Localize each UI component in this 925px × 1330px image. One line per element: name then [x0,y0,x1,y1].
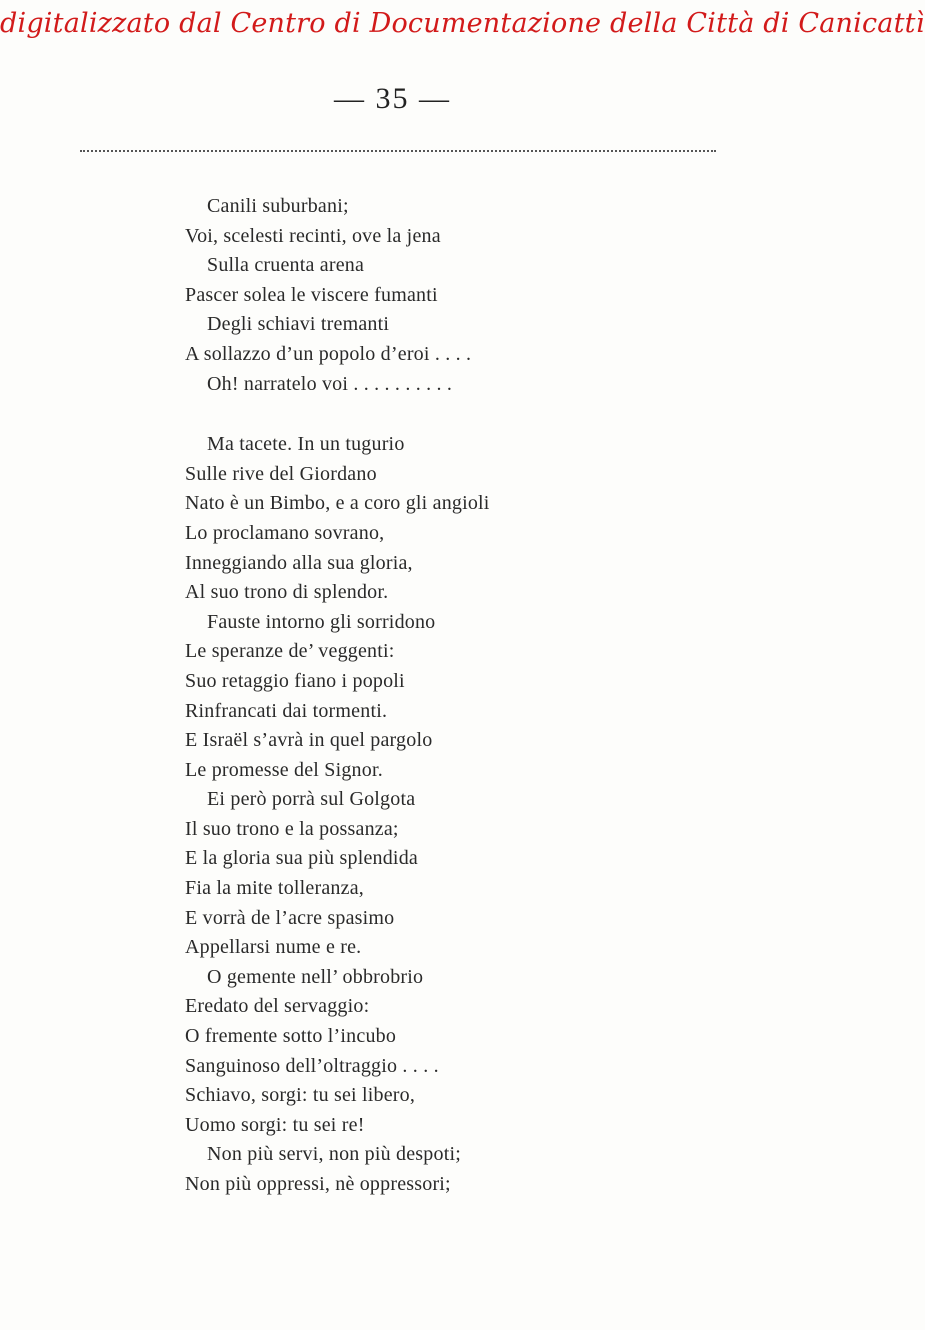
poem-line: Uomo sorgi: tu sei re! [185,1113,365,1136]
poem-line: E la gloria sua più splendida [185,847,418,870]
poem-line: Nato è un Bimbo, e a coro gli angioli [185,492,490,515]
poem-line: Degli schiavi tremanti [207,313,390,336]
poem-line: Ma tacete. In un tugurio [207,433,405,456]
poem-line: E vorrà de l’acre spasimo [185,906,395,929]
poem-line: Sulla cruenta arena [207,254,365,277]
poem-line: Fia la mite tolleranza, [185,877,364,900]
poem-line: Non più servi, non più despoti; [207,1143,461,1166]
poem-line: E Israël s’avrà in quel pargolo [185,729,433,752]
poem-line: Appellarsi nume e re. [185,936,362,959]
stanza-break [185,399,490,430]
poem-line: Schiavo, sorgi: tu sei libero, [185,1084,416,1107]
poem-line: O gemente nell’ obbrobrio [207,965,424,988]
poem-line: Al suo trono di splendor. [185,581,389,604]
poem-line: A sollazzo d’un popolo d’eroi . . . . [185,342,472,365]
poem-line: Fauste intorno gli sorridono [207,610,436,633]
poem-line: Oh! narratelo voi . . . . . . . . . . [207,372,453,395]
poem-line: Voi, scelesti recinti, ove la jena [185,224,441,247]
digitization-watermark: digitalizzato dal Centro di Documentazione della Città di Canicattì [0,8,925,39]
poem-line: Le promesse del Signor. [185,758,383,781]
poem-body [185,192,490,1200]
poem-line: Non più oppressi, nè oppressori; [185,1173,451,1195]
poem-line: Suo retaggio fiano i popoli [185,669,405,692]
poem-line: Rinfrancati dai tormenti. [185,699,388,722]
poem-line: Inneggiando alla sua gloria, [185,551,413,574]
poem-line: Eredato del servaggio: [185,995,370,1018]
poem-line: Pascer solea le viscere fumanti [185,283,438,306]
poem-line: Le speranze de’ veggenti: [185,640,395,663]
stanza [185,430,490,1199]
poem-line: O fremente sotto l’incubo [185,1025,397,1048]
poem-line: Sulle rive del Giordano [185,462,377,485]
poem-line: Lo proclamano sovrano, [185,521,385,544]
poem-line: Canili suburbani; [207,195,349,217]
page-number: — 35 — [334,82,451,115]
header-rule [80,150,716,152]
poem-line: Il suo trono e la possanza; [185,817,399,840]
poem-line: Ei però porrà sul Golgota [207,788,416,811]
stanza [185,192,490,399]
poem-line: Sanguinoso dell’oltraggio . . . . [185,1054,439,1077]
